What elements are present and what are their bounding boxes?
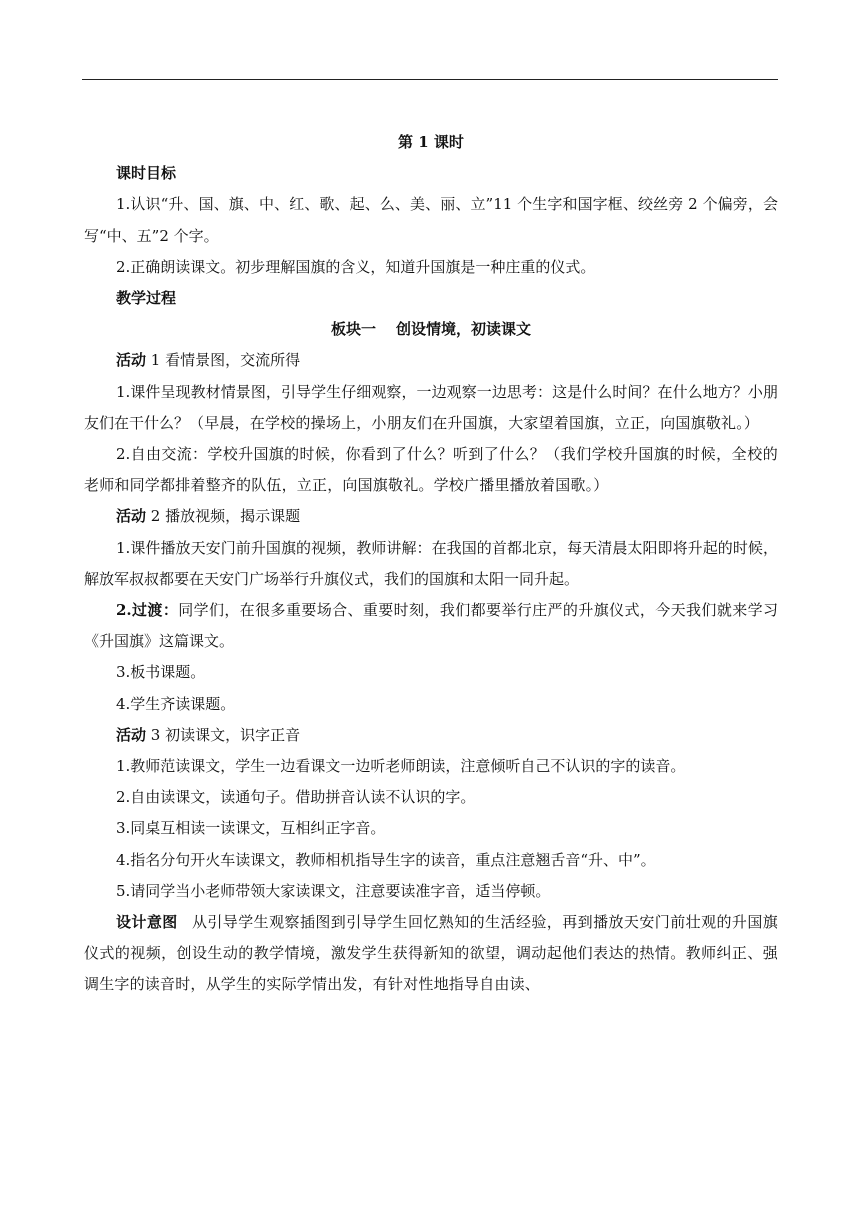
activity-3-heading — [84, 720, 778, 751]
activity-label: 活动 — [116, 725, 147, 744]
activity-2-item — [84, 657, 778, 688]
goal-item: 2.正确朗读课文。初步理解国旗的含义，知道升国旗是一种庄重的仪式。 — [116, 257, 596, 276]
activity-label: 活动 — [116, 351, 147, 370]
block-title — [84, 314, 778, 345]
block-title-number: 板块一 — [330, 320, 376, 339]
design-intent — [84, 907, 778, 1001]
activity-1-item — [84, 377, 778, 439]
item-note: （早晨，在学校的操场上，小朋友们在升国旗，大家望着国旗，立正，向国旗敬礼。） — [189, 413, 760, 432]
activity-3-item: 1.教师范读课文，学生一边看课文一边听老师朗读，注意倾听自己不认识的字的读音。 — [116, 757, 686, 776]
activity-3-item: 2.自由读课文，读通句子。借助拼音认读不认识的字。 — [116, 788, 476, 807]
item-text: 同学们，在很多重要场合、重要时刻，我们都要举行庄严的升旗仪式，今天我们就来学习《升国旗》这篇课文。 — [84, 601, 778, 651]
goals-heading: 课时目标 — [116, 164, 177, 183]
document-body — [84, 127, 778, 1001]
item-text: 4.学生齐读课题。 — [116, 694, 236, 713]
process-heading: 教学过程 — [116, 289, 177, 308]
activity-1-item — [84, 439, 778, 501]
activity-1-heading — [84, 345, 778, 376]
item-text: 2.自由交流：学校升国旗的时候，你看到了什么？听到了什么？ — [116, 445, 546, 464]
item-text: 3.板书课题。 — [116, 663, 206, 682]
activity-title: 3 初读课文，识字正音 — [146, 725, 301, 744]
activity-2-heading — [84, 501, 778, 532]
activity-3-item: 4.指名分句开火车读课文，教师相机指导生字的读音，重点注意翘舌音“升、中”。 — [116, 850, 656, 869]
activity-2-item — [84, 533, 778, 595]
lesson-title: 第 1 课时 — [398, 133, 464, 151]
activity-title: 1 看情景图，交流所得 — [146, 351, 301, 370]
block-title-text: 创设情境，初读课文 — [396, 320, 532, 339]
activity-2-item — [84, 689, 778, 720]
activity-3-item: 3.同桌互相读一读课文，互相纠正字音。 — [116, 819, 386, 838]
activity-title: 2 播放视频，揭示课题 — [146, 507, 301, 526]
header-rule — [82, 79, 778, 80]
goal-item: 1.认识“升、国、旗、中、红、歌、起、么、美、丽、立”11 个生字和国字框、绞丝旁 2 个偏旁，会写“中、五”2 个字。 — [84, 195, 778, 245]
design-label: 设计意图 — [116, 913, 178, 932]
item-text: 1.课件呈现教材情景图，引导学生仔细观察，一边观察一边思考：这是什么时间？在什么地方？小朋友们在干什么？ — [84, 382, 778, 432]
item-lead: 2.过渡： — [116, 601, 179, 620]
activity-label: 活动 — [116, 507, 147, 526]
item-text: 1.课件播放天安门前升国旗的视频，教师讲解：在我国的首都北京，每天清晨太阳即将升起的时候，解放军叔叔都要在天安门广场举行升旗仪式，我们的国旗和太阳一同升起。 — [84, 538, 778, 588]
item-note: （我们学校升国旗的时候，全校的老师和同学都排着整齐的队伍，立正，向国旗敬礼。学校广播里播放着国歌。） — [84, 445, 778, 495]
design-text: 从引导学生观察插图到引导学生回忆熟知的生活经验，再到播放天安门前壮观的升国旗仪式的视频，创设生动的教学情境，激发学生获得新知的欲望，调动起他们表达的热情。教师纠正、强调生字的读音时，从学生的实际学情出发，有针对性地指导自由读、 — [84, 913, 778, 994]
activity-3-item: 5.请同学当小老师带领大家读课文，注意要读准字音，适当停顿。 — [116, 881, 551, 900]
activity-2-item — [84, 595, 778, 657]
